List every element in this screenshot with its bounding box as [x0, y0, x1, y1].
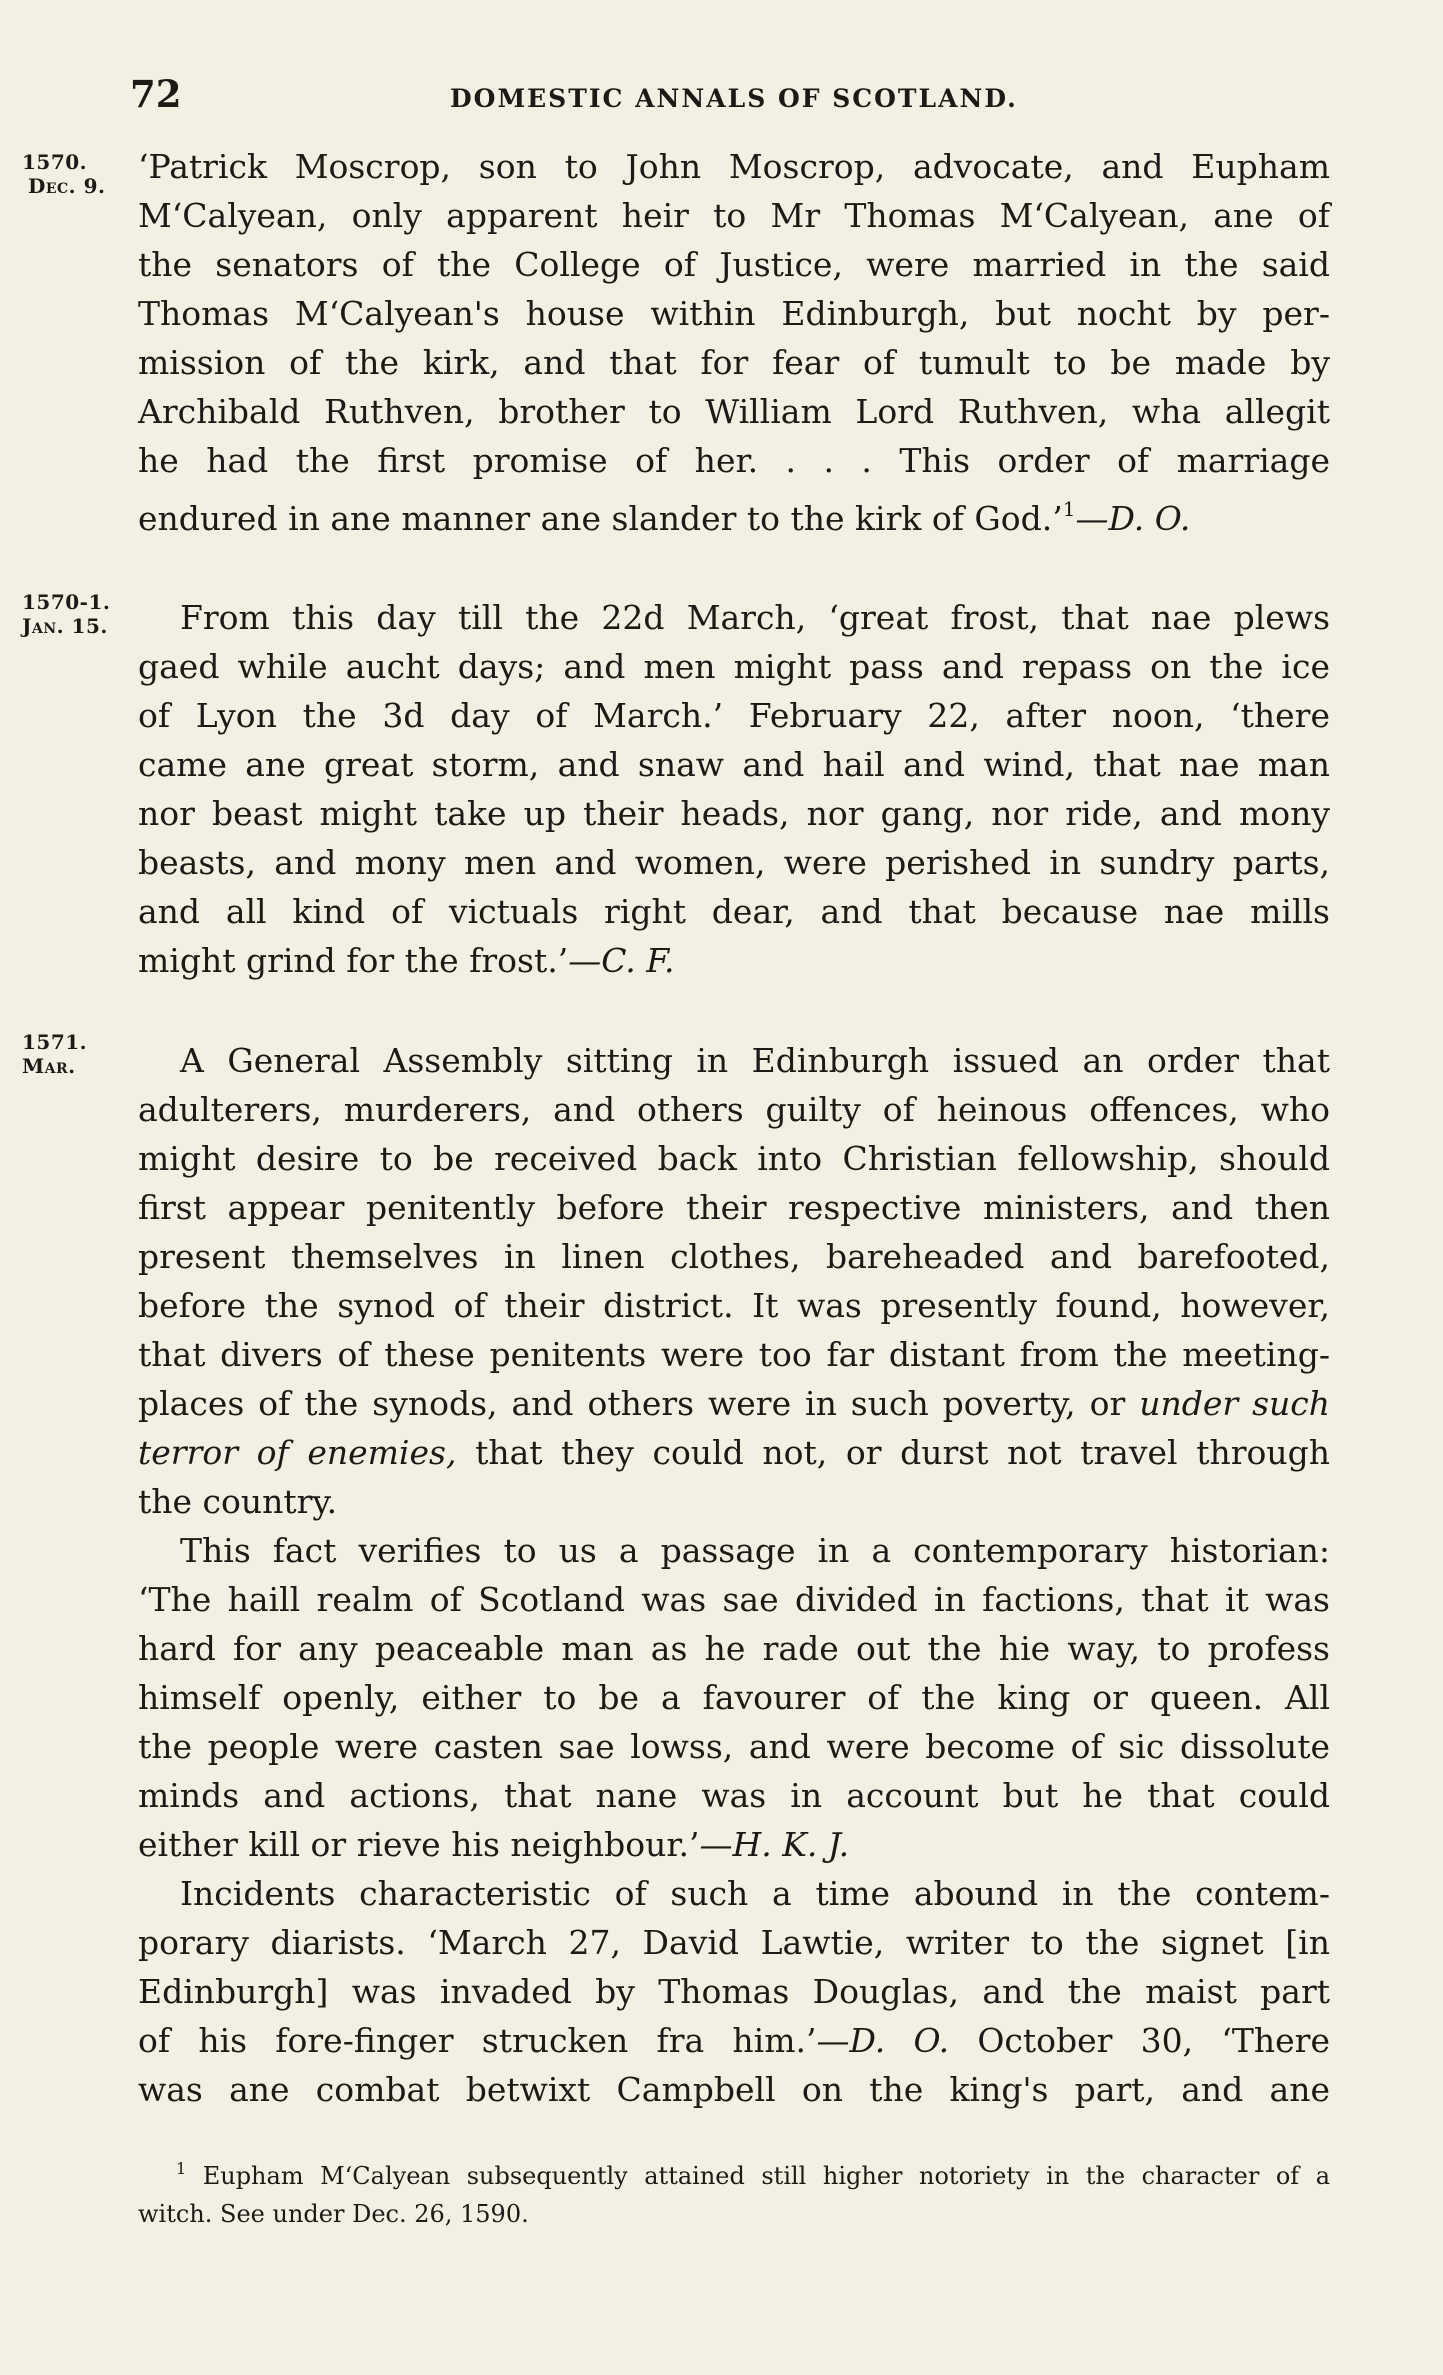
- margin-year: 1570-1.: [22, 590, 111, 614]
- margin-day: Jan. 15.: [22, 614, 108, 638]
- italic-phrase: terror of enemies,: [138, 1433, 457, 1472]
- text-line: of Lyon the 3d day of March.’ February 22, after noon, ‘there: [138, 696, 1330, 735]
- entry-1571-mar: [138, 1036, 1330, 1526]
- source-citation: —H. K. J.: [699, 1825, 850, 1864]
- entry-1570-1-jan: [138, 593, 1330, 985]
- text-line: first appear penitently before their respective ministers, and then: [138, 1188, 1330, 1227]
- text-line: [138, 1820, 1330, 1869]
- text-line: before the synod of their district. It was presently found, however,: [138, 1286, 1330, 1325]
- text-fragment: either kill or rieve his neighbour.’: [138, 1825, 700, 1864]
- text-line: This fact verifies to us a passage in a contemporary historian:: [180, 1531, 1330, 1570]
- footnote-ref: 1: [1062, 497, 1076, 521]
- paragraph-incidents: [138, 1869, 1330, 2114]
- text-line: A General Assembly sitting in Edinburgh issued an order that: [180, 1041, 1330, 1080]
- text-fragment: endured in ane manner ane slander to the kirk of God.’: [138, 499, 1063, 538]
- text-line: Edinburgh] was invaded by Thomas Douglas, and the maist part: [138, 1972, 1330, 2011]
- text-line: [138, 936, 1330, 985]
- text-line: that divers of these penitents were too far distant from the meeting-: [138, 1335, 1330, 1374]
- text-line: he had the first promise of her. . . . This order of marriage: [138, 441, 1330, 480]
- text-line: [138, 2016, 1330, 2065]
- text-line: Incidents characteristic of such a time abound in the contem-: [180, 1874, 1330, 1913]
- italic-phrase: under such: [1139, 1384, 1330, 1423]
- margin-date-1570-1: [22, 590, 142, 638]
- text-fragment: October 30, ‘There: [949, 2021, 1330, 2060]
- page-header: [130, 72, 1330, 122]
- text-line: the senators of the College of Justice, were married in the said: [138, 245, 1330, 284]
- text-line: Archibald Ruthven, brother to William Lord Ruthven, wha allegit: [138, 392, 1330, 431]
- margin-date-1571: [22, 1030, 142, 1078]
- text-line: was ane combat betwixt Campbell on the king's part, and ane: [138, 2070, 1330, 2109]
- footnote-line: witch. See under Dec. 26, 1590.: [138, 2200, 529, 2228]
- text-line: himself openly, either to be a favourer of the king or queen. All: [138, 1678, 1330, 1717]
- footnote-text: Eupham M‘Calyean subsequently attained still higher notoriety in the character of a: [202, 2162, 1330, 2190]
- text-line: the people were casten sae lowss, and were become of sic dissolute: [138, 1727, 1330, 1766]
- text-line: adulterers, murderers, and others guilty of heinous offences, who: [138, 1090, 1330, 1129]
- text-line: nor beast might take up their heads, nor gang, nor ride, and mony: [138, 794, 1330, 833]
- source-citation: —C. F.: [568, 941, 675, 980]
- text-line: ‘The haill realm of Scotland was sae divided in factions, that it was: [138, 1580, 1330, 1619]
- text-line: came ane great storm, and snaw and hail and wind, that nae man: [138, 745, 1330, 784]
- page-number: 72: [130, 72, 182, 116]
- text-line: gaed while aucht days; and men might pass and repass on the ice: [138, 647, 1330, 686]
- text-line: M‘Calyean, only apparent heir to Mr Thomas M‘Calyean, ane of: [138, 196, 1330, 235]
- text-line: [138, 1428, 1330, 1477]
- footnote: [138, 2150, 1330, 2233]
- footnote-marker: 1: [176, 2159, 187, 2178]
- text-line: the country.: [138, 1482, 338, 1521]
- text-fragment: places of the synods, and others were in such poverty, or: [138, 1384, 1126, 1423]
- margin-year: 1571.: [22, 1030, 88, 1054]
- text-line: porary diarists. ‘March 27, David Lawtie, writer to the signet [in: [138, 1923, 1330, 1962]
- text-line: From this day till the 22d March, ‘great frost, that nae plews: [180, 598, 1330, 637]
- text-fragment: of his fore-finger strucken fra him.’: [138, 2021, 817, 2060]
- text-line: and all kind of victuals right dear, and that because nae mills: [138, 892, 1330, 931]
- text-line: ‘Patrick Moscrop, son to John Moscrop, advocate, and Eupham: [138, 147, 1330, 186]
- text-line: hard for any peaceable man as he rade out the hie way, to profess: [138, 1629, 1330, 1668]
- margin-day: Mar.: [22, 1054, 76, 1078]
- entry-1570-dec: [138, 142, 1330, 543]
- text-line: might desire to be received back into Christian fellowship, should: [138, 1139, 1330, 1178]
- margin-day: Dec. 9.: [28, 174, 106, 198]
- text-line: Thomas M‘Calyean's house within Edinburgh, but nocht by per-: [138, 294, 1330, 333]
- text-fragment: that they could not, or durst not travel through: [456, 1433, 1330, 1472]
- text-line: [138, 485, 1330, 543]
- text-line: beasts, and mony men and women, were perished in sundry parts,: [138, 843, 1330, 882]
- text-fragment: might grind for the frost.’: [138, 941, 569, 980]
- margin-date-1570: [22, 150, 142, 198]
- text-line: minds and actions, that nane was in account but he that could: [138, 1776, 1330, 1815]
- text-line: present themselves in linen clothes, bareheaded and barefooted,: [138, 1237, 1330, 1276]
- margin-year: 1570.: [22, 150, 88, 174]
- footnote-line: [138, 2150, 1330, 2195]
- paragraph-historian: [138, 1526, 1330, 1869]
- running-head: DOMESTIC ANNALS OF SCOTLAND.: [450, 84, 1018, 113]
- text-line: [138, 1379, 1330, 1428]
- source-citation: —D. O.: [816, 2021, 950, 2060]
- text-line: mission of the kirk, and that for fear of tumult to be made by: [138, 343, 1330, 382]
- source-citation: —D. O.: [1075, 499, 1191, 538]
